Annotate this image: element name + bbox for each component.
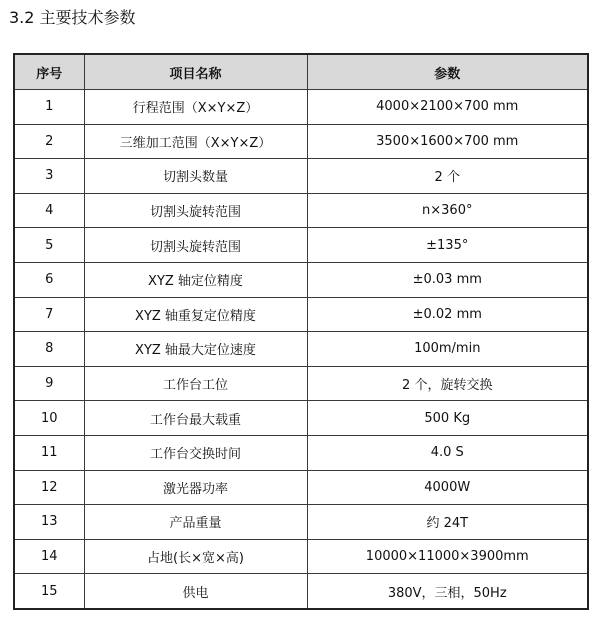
table-row <box>14 297 588 332</box>
table-row <box>14 539 588 574</box>
cell-index: 6 <box>14 262 84 297</box>
table-row <box>14 228 588 263</box>
cell-index: 8 <box>14 332 84 367</box>
cell-item: 供电 <box>84 574 307 609</box>
cell-index: 7 <box>14 297 84 332</box>
cell-item: 工作台工位 <box>84 366 307 401</box>
cell-item: 激光器功率 <box>84 470 307 505</box>
cell-value: ±0.03 mm <box>307 262 588 297</box>
cell-item: 切割头旋转范围 <box>84 228 307 263</box>
cell-item: 占地(长×宽×高) <box>84 539 307 574</box>
cell-value: 10000×11000×3900mm <box>307 539 588 574</box>
table-header-row <box>14 54 588 90</box>
cell-value: 2 个 <box>307 159 588 194</box>
cell-index: 10 <box>14 401 84 436</box>
cell-item: 切割头旋转范围 <box>84 193 307 228</box>
cell-item: XYZ 轴定位精度 <box>84 262 307 297</box>
cell-index: 3 <box>14 159 84 194</box>
table-row <box>14 505 588 540</box>
table-row <box>14 366 588 401</box>
table-row <box>14 262 588 297</box>
cell-index: 4 <box>14 193 84 228</box>
cell-item: XYZ 轴最大定位速度 <box>84 332 307 367</box>
table-row <box>14 435 588 470</box>
cell-value: 380V，三相，50Hz <box>307 574 588 609</box>
cell-index: 12 <box>14 470 84 505</box>
section-heading: 3.2 主要技术参数 <box>9 8 136 27</box>
table-row <box>14 124 588 159</box>
cell-item: 工作台最大载重 <box>84 401 307 436</box>
cell-value: 3500×1600×700 mm <box>307 124 588 159</box>
cell-item: XYZ 轴重复定位精度 <box>84 297 307 332</box>
cell-index: 2 <box>14 124 84 159</box>
cell-value: 约 24T <box>307 505 588 540</box>
cell-item: 三维加工范围（X×Y×Z） <box>84 124 307 159</box>
table-row <box>14 574 588 609</box>
cell-index: 9 <box>14 366 84 401</box>
cell-value: 4000W <box>307 470 588 505</box>
cell-value: ±135° <box>307 228 588 263</box>
header-item: 项目名称 <box>84 54 307 90</box>
cell-index: 13 <box>14 505 84 540</box>
cell-value: 4000×2100×700 mm <box>307 90 588 125</box>
cell-value: 100m/min <box>307 332 588 367</box>
table-row <box>14 193 588 228</box>
cell-item: 行程范围（X×Y×Z） <box>84 90 307 125</box>
table-row <box>14 401 588 436</box>
cell-value: 4.0 S <box>307 435 588 470</box>
header-value: 参数 <box>307 54 588 90</box>
cell-value: 500 Kg <box>307 401 588 436</box>
cell-value: ±0.02 mm <box>307 297 588 332</box>
cell-item: 产品重量 <box>84 505 307 540</box>
cell-value: 2 个，旋转交换 <box>307 366 588 401</box>
spec-table <box>13 53 589 610</box>
cell-index: 11 <box>14 435 84 470</box>
cell-item: 工作台交换时间 <box>84 435 307 470</box>
table-row <box>14 470 588 505</box>
header-index: 序号 <box>14 54 84 90</box>
table-row <box>14 332 588 367</box>
cell-value: n×360° <box>307 193 588 228</box>
table-row <box>14 90 588 125</box>
table-row <box>14 159 588 194</box>
cell-item: 切割头数量 <box>84 159 307 194</box>
cell-index: 14 <box>14 539 84 574</box>
cell-index: 5 <box>14 228 84 263</box>
cell-index: 15 <box>14 574 84 609</box>
cell-index: 1 <box>14 90 84 125</box>
